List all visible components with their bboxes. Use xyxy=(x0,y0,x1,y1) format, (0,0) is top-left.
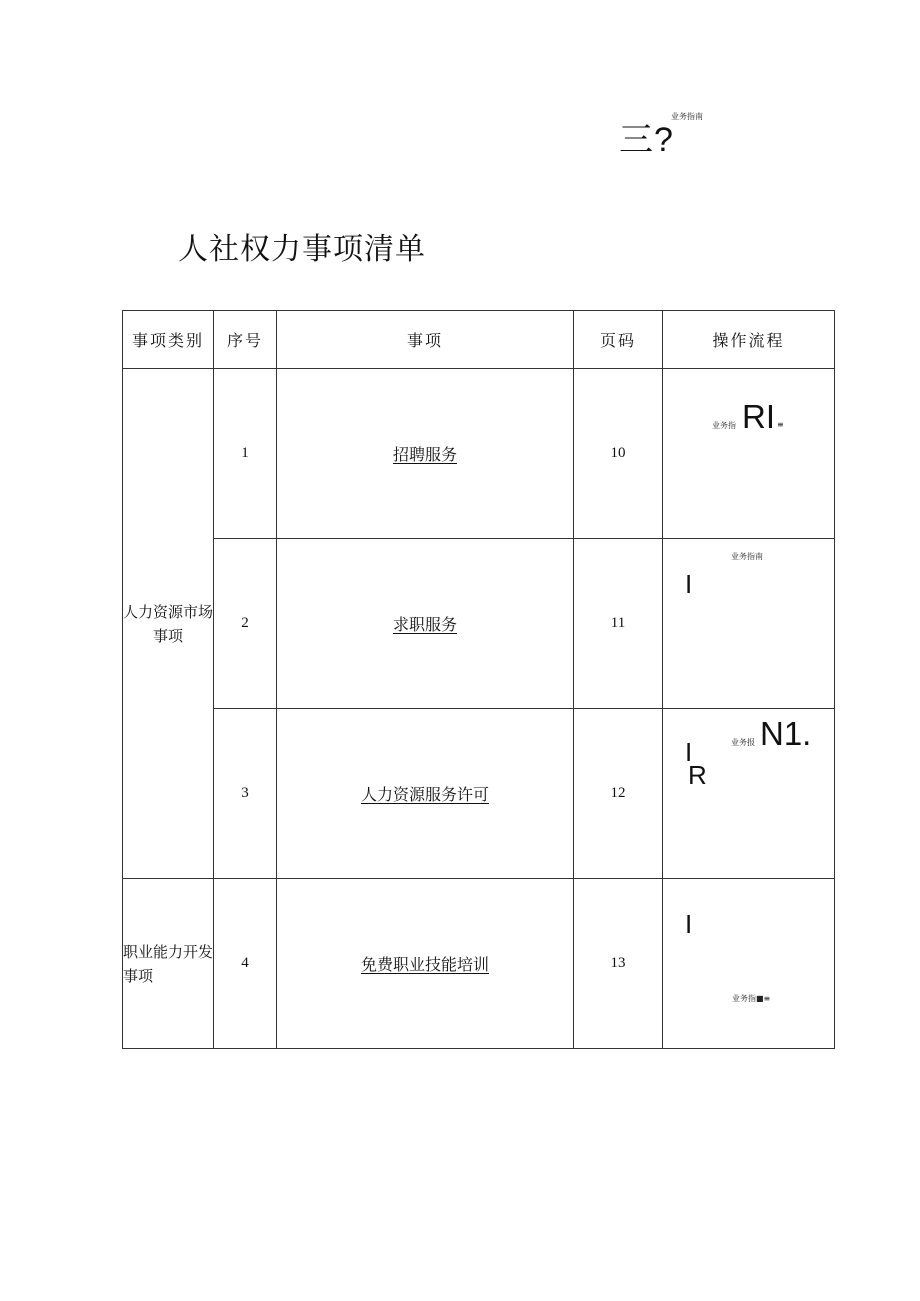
item-cell xyxy=(277,369,574,539)
category-label: 职业能力开发事项 xyxy=(123,942,214,985)
header-guide-label: 业务指南 xyxy=(671,112,703,121)
item-link[interactable]: 免费职业技能培训 xyxy=(360,955,489,974)
item-cell xyxy=(277,879,574,1049)
flow-guide-label: 业务报 xyxy=(731,738,755,747)
row-number: 2 xyxy=(214,539,277,709)
flow-cell xyxy=(663,539,835,709)
flow-cell xyxy=(663,879,835,1049)
category-label: 人力资源市场事项 xyxy=(123,602,214,645)
table-row xyxy=(123,709,835,879)
flow-glyph: RI xyxy=(742,398,775,435)
flow-glyph-large: N1. xyxy=(760,715,812,752)
column-header-number: 序号 xyxy=(214,311,277,369)
flow-glyph: I xyxy=(685,569,693,599)
table-row xyxy=(123,879,835,1049)
page-number: 12 xyxy=(574,709,663,879)
item-link[interactable]: 人力资源服务许可 xyxy=(360,785,489,804)
item-cell xyxy=(277,709,574,879)
column-header-item: 事项 xyxy=(277,311,574,369)
items-table xyxy=(122,310,835,1049)
flow-suffix: ≡ xyxy=(777,420,784,429)
item-link[interactable]: 求职服务 xyxy=(392,615,457,634)
table-header-row xyxy=(123,311,835,369)
category-cell xyxy=(123,369,214,879)
flow-guide-label: 业务指 xyxy=(712,421,736,430)
flow-cell xyxy=(663,369,835,539)
page-number: 10 xyxy=(574,369,663,539)
item-link[interactable]: 招聘服务 xyxy=(392,445,457,464)
flow-glyph: I xyxy=(685,909,693,939)
row-number: 3 xyxy=(214,709,277,879)
flow-glyph: I xyxy=(685,737,693,767)
row-number: 4 xyxy=(214,879,277,1049)
flow-glyph-secondary: R xyxy=(688,760,707,790)
column-header-page: 页码 xyxy=(574,311,663,369)
page-title: 人社权力事项清单 xyxy=(178,232,426,267)
page-number: 11 xyxy=(574,539,663,709)
item-cell xyxy=(277,539,574,709)
flow-guide-label: 业务指南 xyxy=(731,552,763,561)
flow-guide-label: 业务指■≡ xyxy=(732,994,771,1003)
row-number: 1 xyxy=(214,369,277,539)
flow-cell xyxy=(663,709,835,879)
category-cell xyxy=(123,879,214,1049)
column-header-flow: 操作流程 xyxy=(663,311,835,369)
header-glyphs: 三? xyxy=(619,121,674,159)
table-row xyxy=(123,539,835,709)
column-header-category: 事项类别 xyxy=(123,311,214,369)
table-row xyxy=(123,369,835,539)
page-number: 13 xyxy=(574,879,663,1049)
